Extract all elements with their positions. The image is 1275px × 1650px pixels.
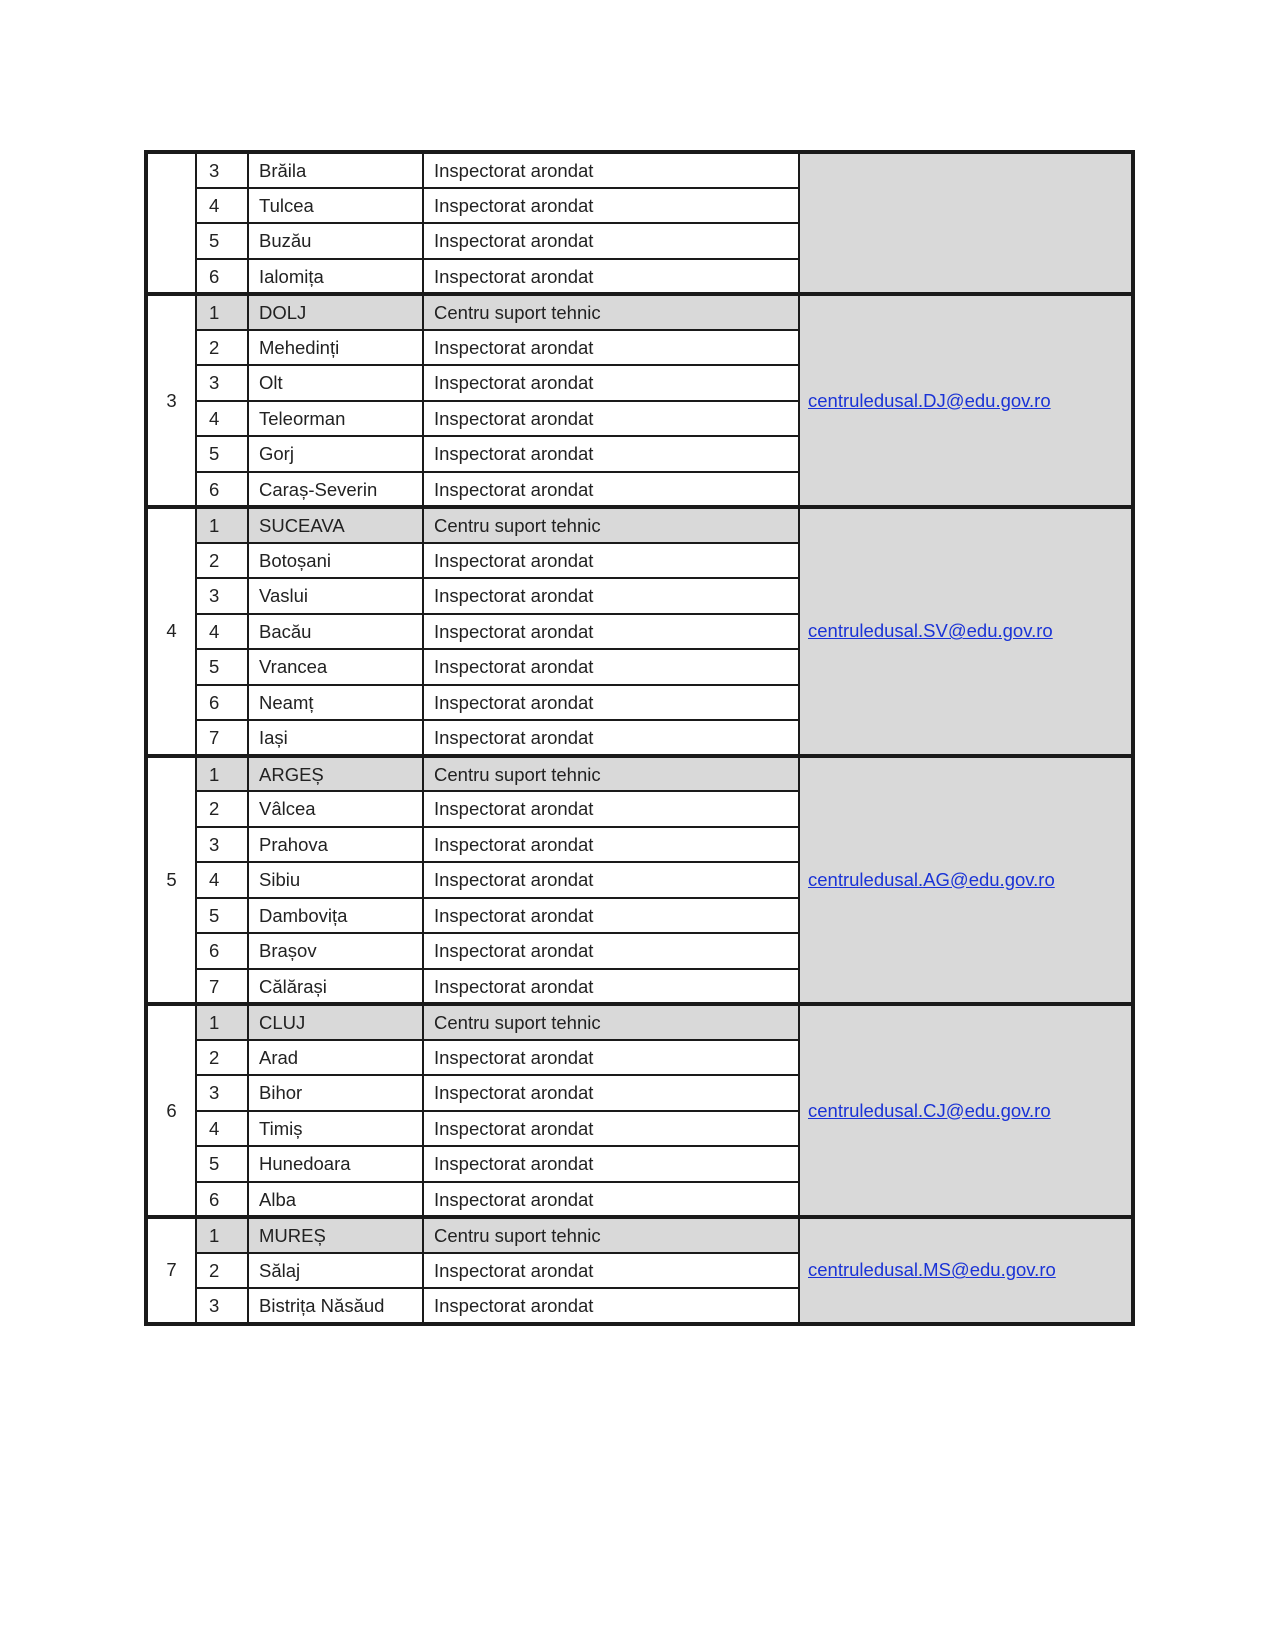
- row-number-cell: 2: [196, 1253, 248, 1289]
- group-number-cell: 4: [146, 507, 196, 756]
- row-number-cell: 6: [196, 1182, 248, 1218]
- role-cell: Inspectorat arondat: [423, 827, 799, 863]
- county-cell: Bistrița Năsăud: [248, 1288, 423, 1324]
- county-cell: Călărași: [248, 969, 423, 1005]
- row-number-cell: 4: [196, 1111, 248, 1147]
- role-cell: Inspectorat arondat: [423, 1288, 799, 1324]
- email-link[interactable]: centruledusal.AG@edu.gov.ro: [808, 868, 1055, 890]
- county-cell: Botoșani: [248, 543, 423, 579]
- email-cell: [799, 1004, 1133, 1217]
- county-cell: DOLJ: [248, 294, 423, 330]
- county-cell: Bacău: [248, 614, 423, 650]
- row-number-cell: 5: [196, 898, 248, 934]
- group-number-cell: 3: [146, 294, 196, 507]
- role-cell: Inspectorat arondat: [423, 791, 799, 827]
- county-cell: Vrancea: [248, 649, 423, 685]
- role-cell: Inspectorat arondat: [423, 1040, 799, 1076]
- role-cell: Inspectorat arondat: [423, 365, 799, 401]
- table-row: [146, 1004, 1133, 1040]
- table-row: [146, 756, 1133, 792]
- county-cell: Bihor: [248, 1075, 423, 1111]
- county-cell: Caraș-Severin: [248, 472, 423, 508]
- row-number-cell: 6: [196, 259, 248, 295]
- row-number-cell: 6: [196, 933, 248, 969]
- role-cell: Inspectorat arondat: [423, 1075, 799, 1111]
- row-number-cell: 3: [196, 152, 248, 188]
- row-number-cell: 7: [196, 720, 248, 756]
- row-number-cell: 1: [196, 1217, 248, 1253]
- role-cell: Centru suport tehnic: [423, 294, 799, 330]
- email-cell: [799, 294, 1133, 507]
- table-row: [146, 294, 1133, 330]
- row-number-cell: 3: [196, 1075, 248, 1111]
- role-cell: Inspectorat arondat: [423, 578, 799, 614]
- row-number-cell: 4: [196, 614, 248, 650]
- row-number-cell: 6: [196, 472, 248, 508]
- county-cell: CLUJ: [248, 1004, 423, 1040]
- row-number-cell: 3: [196, 365, 248, 401]
- email-cell: [799, 1217, 1133, 1324]
- row-number-cell: 3: [196, 578, 248, 614]
- email-cell: [799, 756, 1133, 1005]
- row-number-cell: 5: [196, 1146, 248, 1182]
- role-cell: Inspectorat arondat: [423, 862, 799, 898]
- role-cell: Inspectorat arondat: [423, 259, 799, 295]
- county-cell: Brașov: [248, 933, 423, 969]
- email-cell: [799, 152, 1133, 294]
- county-cell: Iași: [248, 720, 423, 756]
- role-cell: Inspectorat arondat: [423, 1253, 799, 1289]
- role-cell: Inspectorat arondat: [423, 933, 799, 969]
- role-cell: Inspectorat arondat: [423, 1146, 799, 1182]
- county-cell: Buzău: [248, 223, 423, 259]
- role-cell: Inspectorat arondat: [423, 188, 799, 224]
- county-cell: Timiș: [248, 1111, 423, 1147]
- role-cell: Inspectorat arondat: [423, 436, 799, 472]
- role-cell: Centru suport tehnic: [423, 507, 799, 543]
- role-cell: Inspectorat arondat: [423, 472, 799, 508]
- row-number-cell: 2: [196, 543, 248, 579]
- row-number-cell: 1: [196, 756, 248, 792]
- role-cell: Inspectorat arondat: [423, 401, 799, 437]
- email-link[interactable]: centruledusal.MS@edu.gov.ro: [808, 1259, 1056, 1281]
- county-cell: Brăila: [248, 152, 423, 188]
- support-centers-table: [144, 150, 1135, 1326]
- role-cell: Inspectorat arondat: [423, 685, 799, 721]
- role-cell: Centru suport tehnic: [423, 1217, 799, 1253]
- row-number-cell: 2: [196, 1040, 248, 1076]
- group-number-cell: 7: [146, 1217, 196, 1324]
- row-number-cell: 6: [196, 685, 248, 721]
- role-cell: Inspectorat arondat: [423, 543, 799, 579]
- county-cell: Neamț: [248, 685, 423, 721]
- county-cell: Vaslui: [248, 578, 423, 614]
- county-cell: Arad: [248, 1040, 423, 1076]
- county-cell: Alba: [248, 1182, 423, 1218]
- row-number-cell: 1: [196, 507, 248, 543]
- row-number-cell: 1: [196, 1004, 248, 1040]
- role-cell: Inspectorat arondat: [423, 614, 799, 650]
- county-cell: Teleorman: [248, 401, 423, 437]
- row-number-cell: 1: [196, 294, 248, 330]
- role-cell: Inspectorat arondat: [423, 1182, 799, 1218]
- role-cell: Inspectorat arondat: [423, 649, 799, 685]
- role-cell: Inspectorat arondat: [423, 969, 799, 1005]
- county-cell: Hunedoara: [248, 1146, 423, 1182]
- county-cell: Vâlcea: [248, 791, 423, 827]
- email-cell: [799, 507, 1133, 756]
- row-number-cell: 4: [196, 401, 248, 437]
- group-number-cell: [146, 152, 196, 294]
- county-cell: Mehedinți: [248, 330, 423, 366]
- table-row: [146, 152, 1133, 188]
- county-cell: MUREȘ: [248, 1217, 423, 1253]
- row-number-cell: 3: [196, 1288, 248, 1324]
- row-number-cell: 3: [196, 827, 248, 863]
- role-cell: Inspectorat arondat: [423, 330, 799, 366]
- county-cell: SUCEAVA: [248, 507, 423, 543]
- county-cell: Prahova: [248, 827, 423, 863]
- table-body: [146, 152, 1133, 1324]
- row-number-cell: 5: [196, 649, 248, 685]
- email-link[interactable]: centruledusal.CJ@edu.gov.ro: [808, 1099, 1051, 1121]
- role-cell: Inspectorat arondat: [423, 720, 799, 756]
- role-cell: Inspectorat arondat: [423, 898, 799, 934]
- county-cell: Gorj: [248, 436, 423, 472]
- table-row: [146, 507, 1133, 543]
- row-number-cell: 4: [196, 188, 248, 224]
- county-cell: ARGEȘ: [248, 756, 423, 792]
- group-number-cell: 5: [146, 756, 196, 1005]
- email-link[interactable]: centruledusal.DJ@edu.gov.ro: [808, 389, 1051, 411]
- role-cell: Inspectorat arondat: [423, 1111, 799, 1147]
- role-cell: Centru suport tehnic: [423, 756, 799, 792]
- role-cell: Inspectorat arondat: [423, 152, 799, 188]
- row-number-cell: 5: [196, 223, 248, 259]
- county-cell: Olt: [248, 365, 423, 401]
- row-number-cell: 7: [196, 969, 248, 1005]
- group-number-cell: 6: [146, 1004, 196, 1217]
- county-cell: Tulcea: [248, 188, 423, 224]
- row-number-cell: 2: [196, 330, 248, 366]
- table-row: [146, 1217, 1133, 1253]
- row-number-cell: 2: [196, 791, 248, 827]
- county-cell: Dambovița: [248, 898, 423, 934]
- county-cell: Sibiu: [248, 862, 423, 898]
- county-cell: Sălaj: [248, 1253, 423, 1289]
- email-link[interactable]: centruledusal.SV@edu.gov.ro: [808, 620, 1053, 642]
- county-cell: Ialomița: [248, 259, 423, 295]
- row-number-cell: 4: [196, 862, 248, 898]
- role-cell: Inspectorat arondat: [423, 223, 799, 259]
- row-number-cell: 5: [196, 436, 248, 472]
- role-cell: Centru suport tehnic: [423, 1004, 799, 1040]
